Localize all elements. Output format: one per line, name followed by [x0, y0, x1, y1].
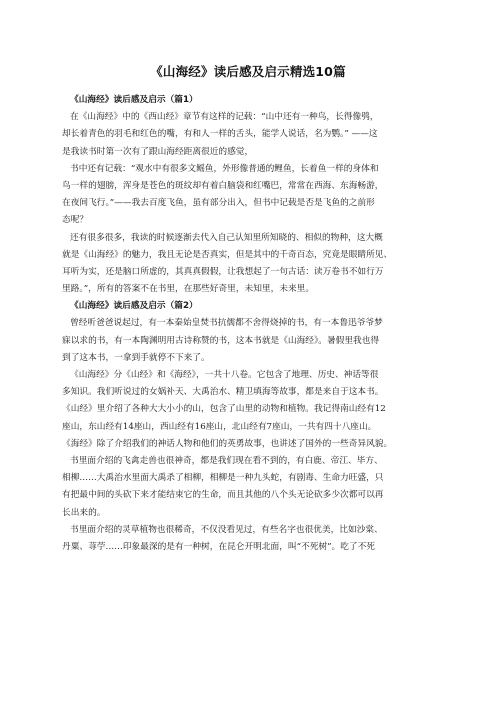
body-text-line: 《山经》里介绍了各种大大小小的山，包含了山里的动物和植物。我记得南山经有12 — [62, 404, 386, 415]
body-text-line: 书里面介绍的飞禽走兽也很神奇，都是我们现在看不到的，有白鹿、帝江、毕方、 — [70, 455, 383, 466]
body-text-line: 相柳……大禹治水里面大禹杀了相柳，相柳是一种九头蛇，有剧毒、生命力旺盛，只 — [62, 473, 384, 484]
body-text-line: 书中还有记载：“观水中有很多文鳐鱼，外形像普通的鲤鱼，长着鱼一样的身体和 — [70, 163, 379, 174]
section-heading: 《山海经》读后感及启示（篇2） — [70, 301, 198, 312]
body-text-line: 里路。”，所有的答案不在书里，在那些好奇里，未知里，未来里。 — [62, 284, 315, 295]
body-text-line: 寐以求的书，有一本陶渊明用古诗称赞的书，这本书就是《山海经》。暑假里我也得 — [62, 335, 380, 346]
body-text-line: 书里面介绍的灵草植物也很稀奇，不仅没看见过，有些名字也很优美，比如沙棠、 — [70, 524, 383, 535]
body-text-line: 耳听为实，还是脑口所虚的，其真真假假，让我想起了一句古话：读万卷书不如行万 — [62, 266, 384, 277]
document-body — [62, 92, 436, 556]
body-text-line: 态呢？ — [62, 215, 89, 226]
body-text-line: 《山海经》分《山经》和《海经》，一共十八卷。它包含了地理、历史、神话等很 — [70, 370, 379, 380]
body-text-line: 曾经听爸爸说起过，有一本秦始皇焚书抗儒都不舍得烧掉的书，有一本鲁迅爷爷梦 — [70, 318, 383, 329]
body-text-line: 却长着青色的羽毛和红色的嘴，有和人一样的舌头，能学人说话，名为鹦。” ——这 — [62, 129, 378, 140]
body-text-line: 到了这本书，一拿到手就停不下来了。 — [62, 352, 210, 363]
body-text-line: 就是《山海经》的魅力，我且无论是否真实，但是其中的千奇百态，究竟是眼睛所见、 — [62, 249, 393, 260]
body-text-line: 《海经》除了介绍我们的神话人物和他们的英勇故事，也讲述了国外的一些奇异风貌。 — [62, 438, 393, 449]
body-text-line: 在夜间飞行。”——我去百度飞鱼，虽有部分出入，但书中记载是否是飞鱼的之前形 — [62, 198, 375, 209]
body-text-line: 是我读书时第一次有了跟山海经距离很近的感觉， — [62, 146, 254, 157]
body-text-line: 座山，东山经有14座山，西山经有16座山，北山经有7座山，一共有四十八座山。 — [62, 421, 377, 432]
body-text-line: 丹粟、荨苧……印象最深的是有一种树，在昆仑开明北面，叫“不死树”。吃了不死 — [62, 541, 375, 552]
body-text-line: 多知识。我们听说过的女娲补天、大禹治水、精卫填海等故事，都是来自于这本书。 — [62, 387, 384, 398]
body-text-line: 鸟一样的翅膀，浑身是苍色的斑纹却有着白脑袋和红嘴巴，常常在西海、东海畅游， — [62, 180, 384, 191]
body-text-line: 在《山海经》中的《西山经》章节有这样的记载：“山中还有一种鸟，长得像鸮， — [70, 112, 379, 123]
body-text-line: 还有很多很多，我读的时候逐渐去代入自己认知里所知晓的、相似的物种，这大概 — [70, 232, 383, 243]
body-text-line: 长出来的。 — [62, 507, 106, 518]
body-text-line: 有把最中间的头砍下来才能结束它的生命，而且其他的八个头无论砍多少次都可以再 — [62, 490, 384, 501]
document-title: 《山海经》读后感及启示精选10篇 — [150, 64, 346, 79]
section-heading: 《山海经》读后感及启示（篇1） — [70, 95, 198, 105]
